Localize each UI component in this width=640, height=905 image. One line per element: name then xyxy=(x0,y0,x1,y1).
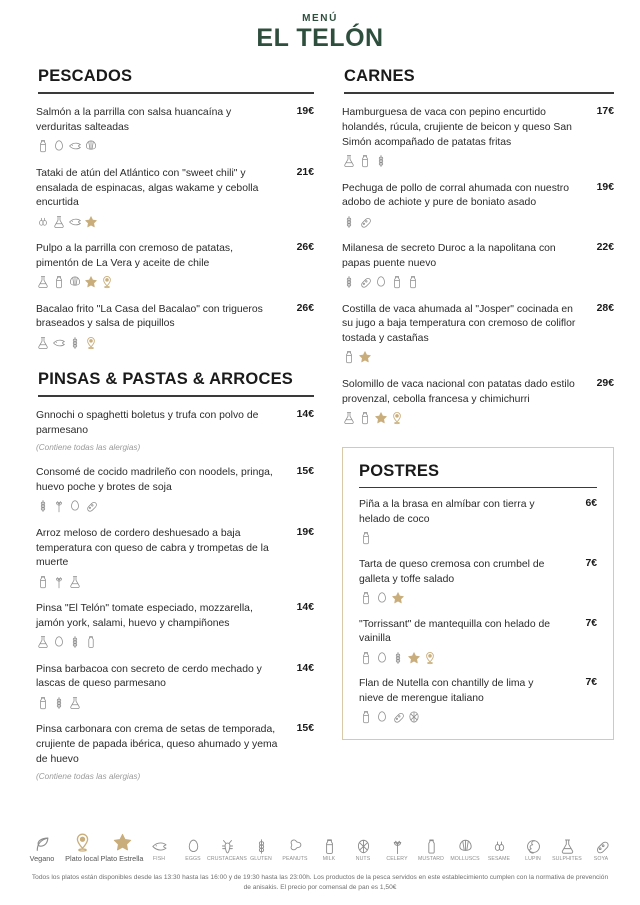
legend-label: EGGS xyxy=(185,856,201,863)
dish-price: 14€ xyxy=(296,602,314,614)
egg-icon xyxy=(52,635,66,649)
egg-icon xyxy=(375,710,389,724)
sesame-icon xyxy=(491,833,508,855)
menu-item-body xyxy=(342,303,586,365)
menu-item xyxy=(36,602,314,650)
dish-name: Hamburguesa de vaca con pepino encurtido holandés, rúcula, crujiente de beicon y queso San Simón acompañado de patatas fritas xyxy=(342,107,572,148)
menu-item xyxy=(342,303,614,365)
dish-name: Salmón a la parrilla con salsa huancaína y verduritas salteadas xyxy=(36,107,232,134)
menu-item-body xyxy=(36,466,286,514)
local-icon xyxy=(423,651,437,665)
dish-name: Arroz meloso de cordero deshuesado a baja temperatura con queso de cabra y trompetas de la muerte xyxy=(36,527,269,569)
sulphites-icon xyxy=(342,411,356,425)
milk-icon xyxy=(36,139,50,153)
sulphites-icon xyxy=(36,635,50,649)
menu-item xyxy=(342,182,614,230)
dish-price: 29€ xyxy=(596,377,614,389)
dish-allergen-icons xyxy=(359,710,561,725)
star-icon xyxy=(84,275,98,289)
dish-name: Pinsa barbacoa con secreto de cerdo mechado y lascas de queso parmesano xyxy=(36,663,262,690)
menu-item xyxy=(36,106,314,154)
milk-icon xyxy=(359,591,373,605)
menu-item-body xyxy=(36,242,286,290)
sulphites-icon xyxy=(68,696,82,710)
legend-item xyxy=(22,831,62,863)
dish-allergen-icons xyxy=(36,574,278,589)
legend-label: Vegano xyxy=(29,853,55,863)
menu-item xyxy=(342,242,614,290)
menu-item xyxy=(359,677,597,725)
dish-name: Piña a la brasa en almíbar con tierra y helado de coco xyxy=(359,499,535,526)
legend-label: SULPHITES xyxy=(552,856,582,863)
fish-icon xyxy=(68,139,82,153)
legend-label: SOYA xyxy=(593,856,609,863)
dish-name: Tarta de queso cremosa con crumbel de galleta y toffe salado xyxy=(359,558,545,585)
menu-item xyxy=(36,167,314,229)
dish-note: (Contiene todas las alergias) xyxy=(36,442,141,452)
dish-allergen-icons xyxy=(36,275,278,290)
molluscs-icon xyxy=(84,139,98,153)
dish-allergen-icons xyxy=(342,350,578,365)
egg-icon xyxy=(68,499,82,513)
section-title-carnes: CARNES xyxy=(344,67,415,86)
sulphites-icon xyxy=(559,833,576,855)
legend-label: Plato Estrella xyxy=(100,853,144,863)
legend-label: Plato local xyxy=(65,853,99,863)
milk-icon xyxy=(406,275,420,289)
egg-icon xyxy=(375,591,389,605)
legend-item xyxy=(380,833,414,863)
menu-item-body xyxy=(36,602,286,650)
legend-item xyxy=(62,831,102,863)
menu-item-body xyxy=(36,527,286,589)
local-icon xyxy=(72,831,93,853)
right-column xyxy=(342,67,614,795)
dish-name: Pinsa "El Telón" tomate especiado, mozzarella, jamón york, salami, huevo y champiñones xyxy=(36,603,253,629)
menu-item xyxy=(36,663,314,711)
menu-item-body xyxy=(342,182,586,230)
section-title-postres: POSTRES xyxy=(359,462,440,481)
legend-item xyxy=(278,833,312,863)
mustard-icon xyxy=(423,833,440,855)
menu-item xyxy=(36,409,314,453)
egg-icon xyxy=(374,275,388,289)
milk-icon xyxy=(36,575,50,589)
soya-icon xyxy=(358,215,372,229)
dish-price: 19€ xyxy=(596,181,614,193)
dish-name: Flan de Nutella con chantilly de lima y nieve de merengue italiano xyxy=(359,678,534,704)
dish-name: Consomé de cocido madrileño con noodels, pringa, huevo poche y brotes de soja xyxy=(36,467,273,494)
legend-item xyxy=(102,831,142,863)
menu-item-body xyxy=(359,618,569,666)
dish-allergen-icons xyxy=(342,154,578,169)
sulphites-icon xyxy=(36,336,50,350)
nuts-icon xyxy=(355,833,372,855)
logo-name: EL TELÓN xyxy=(256,24,384,52)
legend-label: MILK xyxy=(322,856,336,863)
egg-icon xyxy=(185,833,202,855)
legend-item xyxy=(142,833,176,863)
dish-price: 28€ xyxy=(596,302,614,314)
dish-allergen-icons xyxy=(36,499,278,514)
legend-item xyxy=(448,833,482,863)
menu-item xyxy=(342,106,614,168)
milk-icon xyxy=(359,710,373,724)
sulphites-icon xyxy=(342,154,356,168)
star-icon xyxy=(112,831,133,853)
sulphites-icon xyxy=(68,575,82,589)
menu-item xyxy=(359,558,597,606)
crustacean-icon xyxy=(219,833,236,855)
milk-icon xyxy=(321,833,338,855)
menu-item-body xyxy=(342,106,586,168)
menu-item-body xyxy=(359,498,569,546)
lupin-icon xyxy=(525,833,542,855)
left-column xyxy=(36,67,314,795)
menu-item xyxy=(36,242,314,290)
section-title-pinsas: PINSAS & PASTAS & ARROCES xyxy=(38,370,293,389)
milk-icon xyxy=(52,275,66,289)
dish-name: Tataki de atún del Atlántico con "sweet chili" y ensalada de espinacas, algas wakame y cebolla encurtida xyxy=(36,167,259,209)
menu-item xyxy=(36,527,314,589)
soya-icon xyxy=(358,275,372,289)
milk-icon xyxy=(359,651,373,665)
star-icon xyxy=(84,215,98,229)
menu-item-body xyxy=(36,663,286,711)
legend-label: GLUTEN xyxy=(250,856,272,863)
dish-allergen-icons xyxy=(342,275,578,290)
dish-price: 19€ xyxy=(296,106,314,118)
dish-allergen-icons xyxy=(342,410,578,425)
menu-item xyxy=(36,466,314,514)
dish-name: Pinsa carbonara con crema de setas de temporada, crujiente de papada ibérica, queso ahumado y yema de huevo xyxy=(36,724,278,765)
dish-name: "Torrissant" de mantequilla con helado de vainilla xyxy=(359,618,551,645)
legend-item xyxy=(207,833,247,863)
dish-list-pinsas xyxy=(36,409,314,782)
dish-list-postres xyxy=(359,498,597,724)
gluten-icon xyxy=(342,215,356,229)
section-title-pescados: PESCADOS xyxy=(38,67,133,86)
menu-item-body xyxy=(36,106,286,154)
dish-price: 26€ xyxy=(296,302,314,314)
dish-price: 17€ xyxy=(596,106,614,118)
milk-icon xyxy=(342,350,356,364)
local-icon xyxy=(100,275,114,289)
dish-name: Gnnochi o spaghetti boletus y trufa con polvo de parmesano xyxy=(36,410,259,436)
legend-item xyxy=(550,833,584,863)
milk-icon xyxy=(358,154,372,168)
section-rule xyxy=(359,487,597,488)
section-rule xyxy=(344,92,614,94)
menu-item-body xyxy=(36,303,286,351)
soya-icon xyxy=(593,833,610,855)
mustard-icon xyxy=(84,635,98,649)
soya-icon xyxy=(391,710,405,724)
legend-label: NUTS xyxy=(355,856,371,863)
gluten-icon xyxy=(36,499,50,513)
footer-note: Todos los platos están disponibles desde las 13:30 hasta las 16:00 y de 19:30 hasta las 23:00h. Los productos de la pesca servidos en este establecimiento cumplen con la normativa de prevención de anisakis. El precio por comensal de pan es 1,50€ xyxy=(31,873,609,891)
sulphites-icon xyxy=(36,275,50,289)
dish-note: (Contiene todas las alergias) xyxy=(36,771,141,781)
dish-price: 6€ xyxy=(585,498,597,510)
dish-allergen-icons xyxy=(359,531,561,546)
dish-allergen-icons xyxy=(36,695,278,710)
milk-icon xyxy=(390,275,404,289)
dish-allergen-icons xyxy=(36,214,278,229)
dish-price: 19€ xyxy=(296,526,314,538)
legend-item xyxy=(244,833,278,863)
menu-item-body xyxy=(342,378,586,426)
menu-item-body xyxy=(36,723,286,782)
nuts-icon xyxy=(407,710,421,724)
sulphites-icon xyxy=(52,215,66,229)
legend-label: MUSTARD xyxy=(418,856,444,863)
legend-label: CELERY xyxy=(386,856,408,863)
legend-item xyxy=(414,833,448,863)
vegan-icon xyxy=(32,831,53,853)
fish-icon xyxy=(68,215,82,229)
gluten-icon xyxy=(68,635,82,649)
milk-icon xyxy=(36,696,50,710)
celery-icon xyxy=(52,499,66,513)
gluten-icon xyxy=(253,833,270,855)
dish-price: 21€ xyxy=(296,166,314,178)
legend-label: LUPIN xyxy=(525,856,541,863)
dish-price: 7€ xyxy=(585,677,597,689)
fish-icon xyxy=(151,833,168,855)
menu-item xyxy=(36,303,314,351)
dish-allergen-icons xyxy=(36,635,278,650)
dish-name: Milanesa de secreto Duroc a la napolitana con papas puente nuevo xyxy=(342,243,556,269)
local-icon xyxy=(84,336,98,350)
legend-label: PEANUTS xyxy=(282,856,308,863)
menu-item xyxy=(359,618,597,666)
menu-item-body xyxy=(359,677,569,725)
milk-icon xyxy=(358,411,372,425)
menu-item-body xyxy=(359,558,569,606)
molluscs-icon xyxy=(457,833,474,855)
section-postres xyxy=(342,447,614,739)
menu-item xyxy=(342,378,614,426)
gluten-icon xyxy=(342,275,356,289)
dish-price: 15€ xyxy=(296,723,314,735)
milk-icon xyxy=(359,531,373,545)
restaurant-logo xyxy=(0,0,640,51)
legend-label: SESAME xyxy=(487,856,511,863)
star-icon xyxy=(407,651,421,665)
dish-allergen-icons xyxy=(359,650,561,665)
section-rule xyxy=(38,92,314,94)
fish-icon xyxy=(52,336,66,350)
dish-allergen-icons xyxy=(36,335,278,350)
local-icon xyxy=(390,411,404,425)
egg-icon xyxy=(375,651,389,665)
dish-allergen-icons xyxy=(359,591,561,606)
section-pescados xyxy=(36,67,314,350)
dish-name: Solomillo de vaca nacional con patatas dado estilo provenzal, cebolla francesa y chimichurri xyxy=(342,378,575,405)
egg-icon xyxy=(52,139,66,153)
legend-label: MOLLUSCS xyxy=(450,856,480,863)
legend-item xyxy=(516,833,550,863)
dish-price: 7€ xyxy=(585,617,597,629)
dish-price: 7€ xyxy=(585,557,597,569)
dish-price: 14€ xyxy=(296,662,314,674)
dish-name: Pechuga de pollo de corral ahumada con nuestro adobo de achiote y pure de boniato asado xyxy=(342,182,570,209)
star-icon xyxy=(358,350,372,364)
allergen-legend xyxy=(0,831,640,863)
menu-item xyxy=(359,498,597,546)
dish-price: 26€ xyxy=(296,242,314,254)
section-carnes xyxy=(342,67,614,425)
gluten-icon xyxy=(391,651,405,665)
gluten-icon xyxy=(68,336,82,350)
star-icon xyxy=(374,411,388,425)
celery-icon xyxy=(389,833,406,855)
menu-item-body xyxy=(36,409,286,453)
dish-list-pescados xyxy=(36,106,314,350)
gluten-icon xyxy=(374,154,388,168)
dish-allergen-icons xyxy=(342,214,578,229)
sesame-icon xyxy=(36,215,50,229)
legend-item xyxy=(346,833,380,863)
dish-price: 14€ xyxy=(296,409,314,421)
dish-name: Pulpo a la parrilla con cremoso de patatas, pimentón de La Vera y aceite de chile xyxy=(36,243,233,269)
dish-name: Costilla de vaca ahumada al "Josper" cocinada en su jugo a baja temperatura con cremoso de coliflor tostada y castañas xyxy=(342,303,576,345)
menu-item-body xyxy=(36,167,286,229)
dish-list-carnes xyxy=(342,106,614,425)
legend-item xyxy=(482,833,516,863)
legend-item xyxy=(176,833,210,863)
legend-item xyxy=(584,833,618,863)
dish-name: Bacalao frito "La Casa del Bacalao" con trigueros braseados y salsa de piquillos xyxy=(36,303,263,330)
gluten-icon xyxy=(52,696,66,710)
section-pinsas xyxy=(36,370,314,782)
soya-icon xyxy=(84,499,98,513)
dish-price: 22€ xyxy=(596,242,614,254)
celery-icon xyxy=(52,575,66,589)
menu-item xyxy=(36,723,314,782)
menu-item-body xyxy=(342,242,586,290)
legend-item xyxy=(312,833,346,863)
legend-label: FISH xyxy=(152,856,166,863)
legend-label: CRUSTACEANS xyxy=(207,856,247,863)
peanuts-icon xyxy=(287,833,304,855)
star-icon xyxy=(391,591,405,605)
menu-columns xyxy=(0,51,640,795)
dish-allergen-icons xyxy=(36,139,278,154)
dish-price: 15€ xyxy=(296,466,314,478)
logo-kicker: MENÚ xyxy=(302,13,338,24)
section-rule xyxy=(38,395,314,397)
molluscs-icon xyxy=(68,275,82,289)
